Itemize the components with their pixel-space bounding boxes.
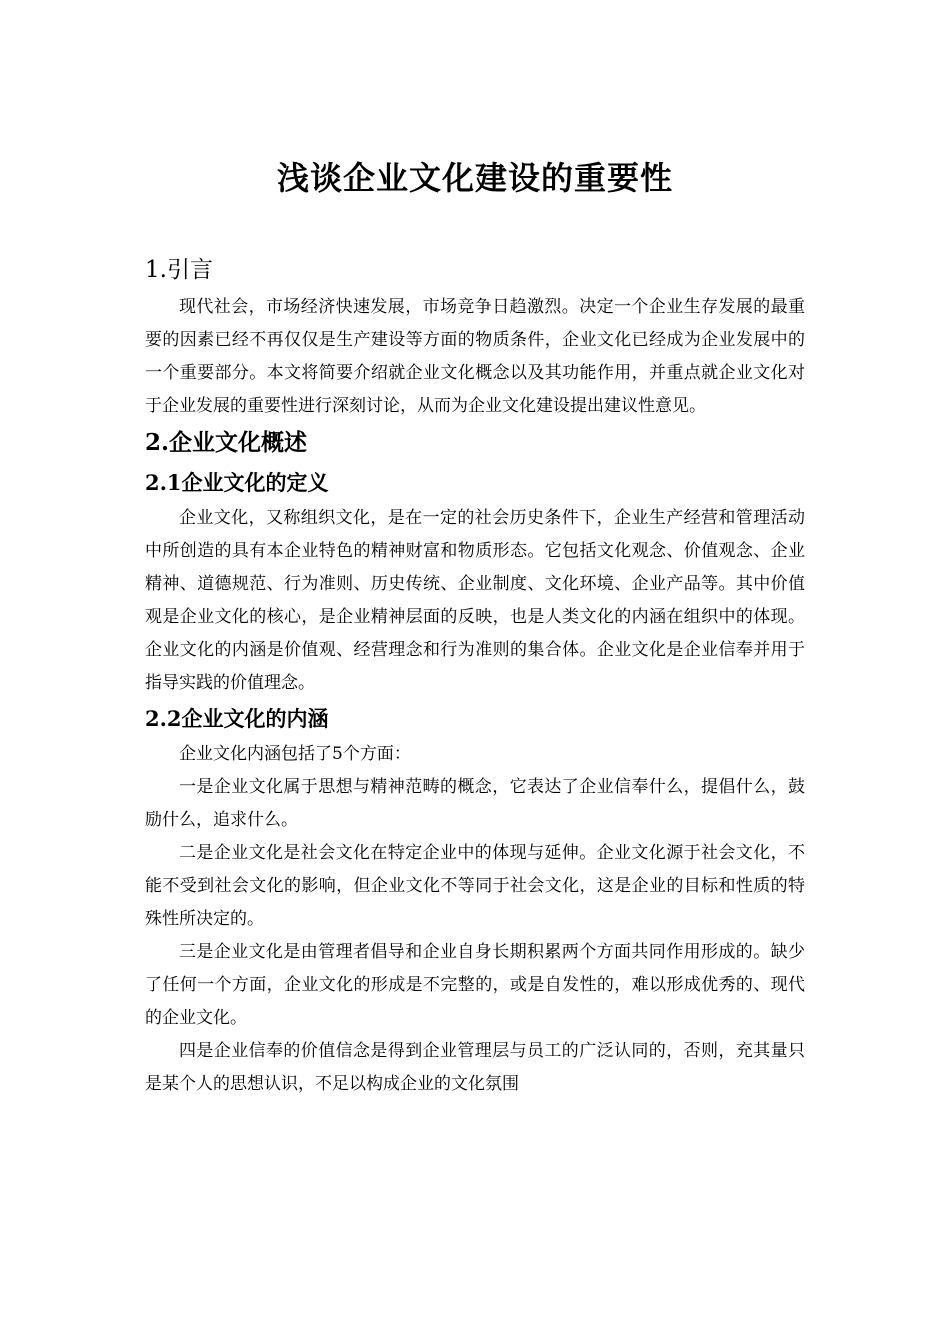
subsection-heading-connotation: 2.2企业文化的内涵 — [145, 706, 329, 731]
subsection-heading-definition: 2.1企业文化的定义 — [145, 470, 329, 495]
paragraph-connotation-intro: 企业文化内涵包括了5个方面： — [179, 744, 411, 764]
paragraph-connotation-point-4: 四是企业信奉的价值信念是得到企业管理层与员工的广泛认同的，否则，充其量只是某个人的思想认识，不足以构成企业的文化氛围 — [145, 1041, 805, 1094]
paragraph-connotation-point-2: 二是企业文化是社会文化在特定企业中的体现与延伸。企业文化源于社会文化，不能不受到社会文化的影响，但企业文化不等同于社会文化，这是企业的目标和性质的特殊性所决定的。 — [145, 843, 805, 929]
paragraph-connotation-point-3: 三是企业文化是由管理者倡导和企业自身长期积累两个方面共同作用形成的。缺少了任何一个方面，企业文化的形成是不完整的，或是自发性的，难以形成优秀的、现代的企业文化。 — [145, 942, 805, 1028]
document-title: 浅谈企业文化建设的重要性 — [276, 159, 673, 197]
paragraph-definition: 企业文化，又称组织文化，是在一定的社会历史条件下，企业生产经营和管理活动中所创造的具有本企业特色的精神财富和物质形态。它包括文化观念、价值观念、企业精神、道德规范、行为准则、历史传统、企业制度、文化环境、企业产品等。其中价值观是企业文化的核心，是企业精神层面的反映，也是人类文化的内涵在组织中的体现。企业文化的内涵是价值观、经营理念和行为准则的集合体。企业文化是企业信奉并用于指导实践的价值理念。 — [145, 508, 805, 693]
section-heading-introduction: 1.引言 — [145, 257, 213, 283]
section-heading-overview: 2.企业文化概述 — [145, 429, 308, 456]
paragraph-introduction: 现代社会，市场经济快速发展，市场竞争日趋激烈。决定一个企业生存发展的最重要的因素已经不再仅仅是生产建设等方面的物质条件，企业文化已经成为企业发展中的一个重要部分。本文将简要介绍就企业文化概念以及其功能作用，并重点就企业文化对于企业发展的重要性进行深刻讨论，从而为企业文化建设提出建议性意见。 — [145, 297, 805, 416]
paragraph-connotation-point-1: 一是企业文化属于思想与精神范畴的概念，它表达了企业信奉什么，提倡什么，鼓励什么，追求什么。 — [145, 777, 805, 830]
document-page — [145, 150, 805, 1101]
